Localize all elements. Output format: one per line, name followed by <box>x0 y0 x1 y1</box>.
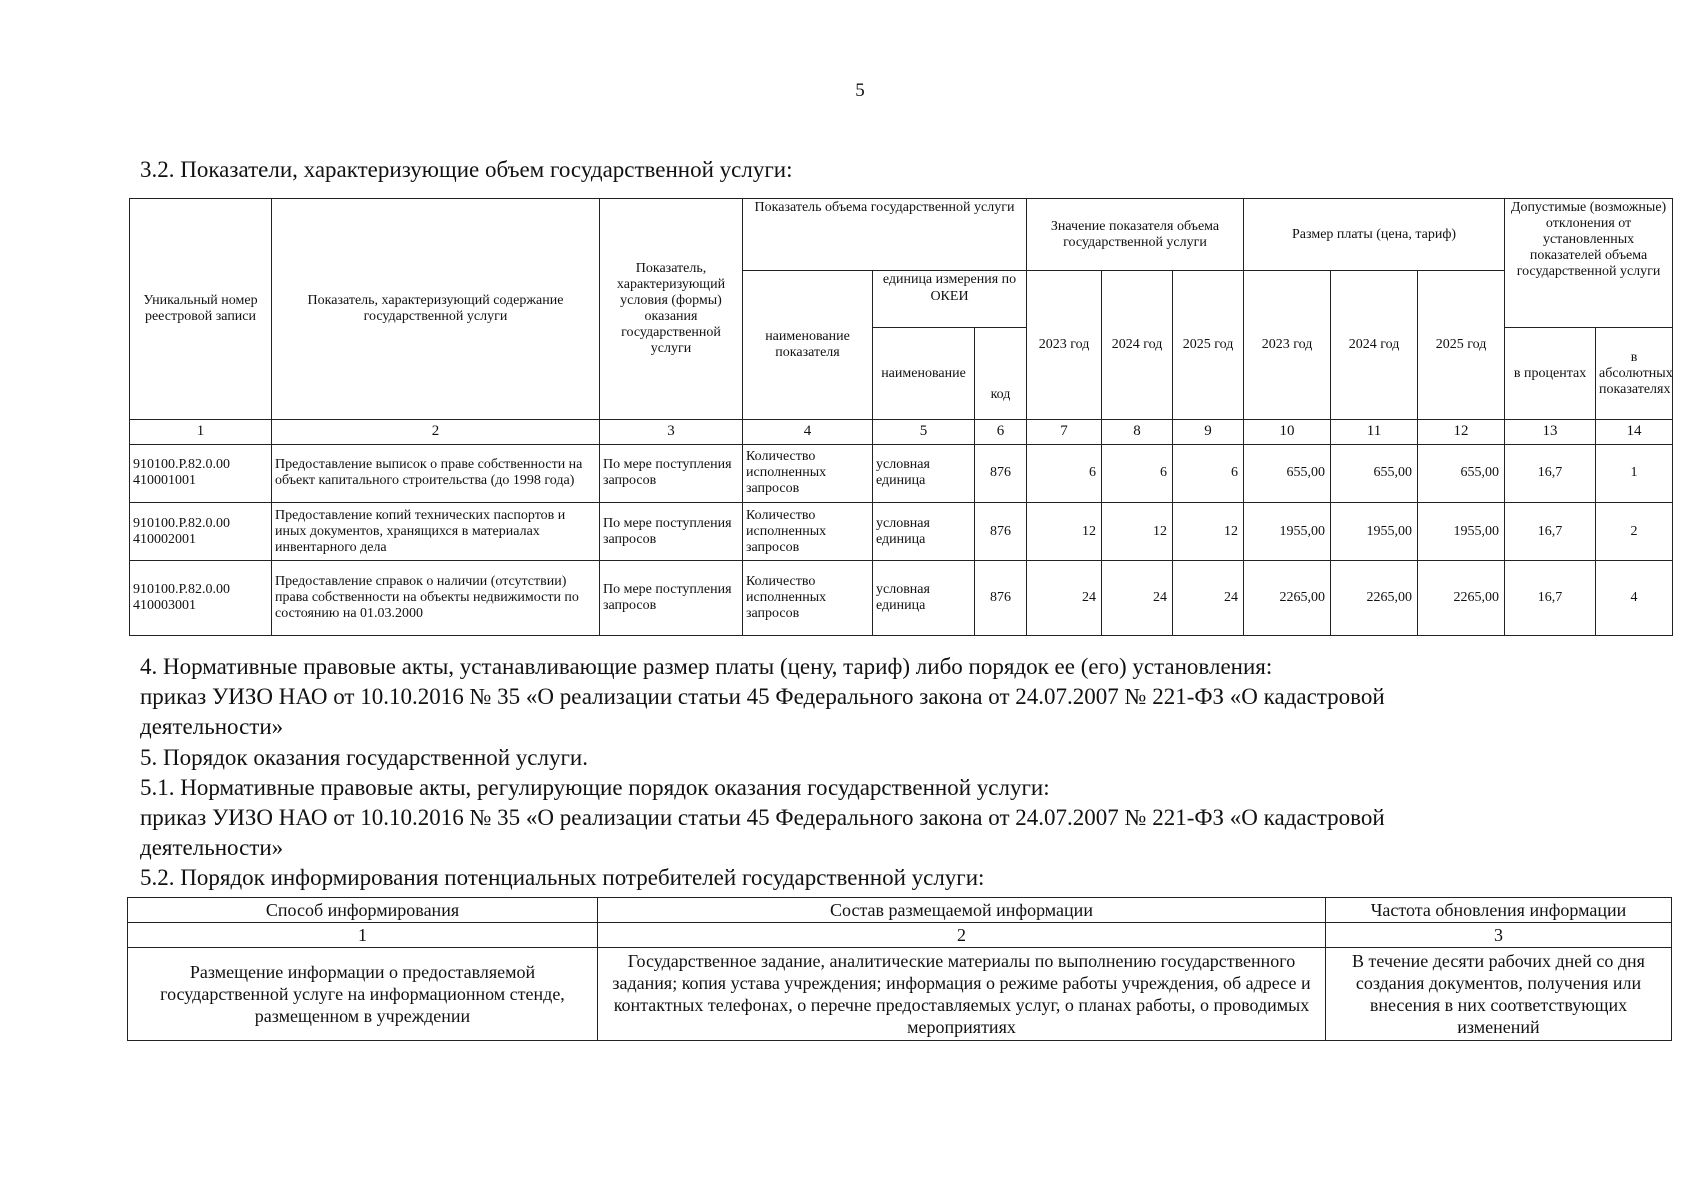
unit-name: условная единица <box>873 503 975 561</box>
column-number: 5 <box>873 420 975 444</box>
column-number: 1 <box>130 420 272 444</box>
header-fee: Размер платы (цена, тариф) <box>1244 199 1505 271</box>
value-2024: 6 <box>1102 444 1173 502</box>
section-4 <box>140 652 1385 742</box>
deviation-absolute: 1 <box>1596 444 1673 502</box>
header-in-absolute: в абсолютных показателях <box>1596 327 1673 420</box>
fee-2024: 2265,00 <box>1331 561 1418 636</box>
column-number: 10 <box>1244 420 1331 444</box>
informing-content: Государственное задание, аналитические материалы по выполнению государственного задания; копия устава учреждения; информация о режиме работы учреждения, об адресе и контактных телефонах, о перечне предоставляемых услуг, о планах работы, о проводимых мероприятиях <box>598 948 1326 1041</box>
section-5 <box>140 743 588 773</box>
deviation-percent: 16,7 <box>1505 503 1596 561</box>
deviation-percent: 16,7 <box>1505 561 1596 636</box>
registry-number: 910100.Р.82.0.00 410002001 <box>130 503 272 561</box>
page-number: 5 <box>855 80 865 101</box>
indicator-name: Количество исполненных запросов <box>743 561 873 636</box>
value-2023: 12 <box>1027 503 1102 561</box>
value-2023: 6 <box>1027 444 1102 502</box>
header-conditions-indicator: Показатель, характеризующий условия (формы) оказания государственной услуги <box>600 199 743 420</box>
fee-2024: 1955,00 <box>1331 503 1418 561</box>
section-5-1-act-line: приказ УИЗО НАО от 10.10.2016 № 35 «О реализации статьи 45 Федерального закона от 24.07.2007 № 221-ФЗ «О кадастровой <box>140 805 1385 830</box>
service-conditions: По мере поступления запросов <box>600 561 743 636</box>
indicator-name: Количество исполненных запросов <box>743 503 873 561</box>
section-4-title: 4. Нормативные правовые акты, устанавливающие размер платы (цену, тариф) либо порядок ее (его) установления: <box>140 654 1273 679</box>
deviation-absolute: 2 <box>1596 503 1673 561</box>
service-conditions: По мере поступления запросов <box>600 444 743 502</box>
value-2025: 24 <box>1173 561 1244 636</box>
fee-2025: 655,00 <box>1418 444 1505 502</box>
value-2024: 12 <box>1102 503 1173 561</box>
header-value-2023: 2023 год <box>1027 271 1102 420</box>
unit-code: 876 <box>975 503 1027 561</box>
column-number: 2 <box>598 923 1326 948</box>
column-number: 7 <box>1027 420 1102 444</box>
informing-method: Размещение информации о предоставляемой государственной услуге на информационном стенде, размещенном в учреждении <box>128 948 598 1041</box>
service-content: Предоставление выписок о праве собственности на объект капитального строительства (до 1998 года) <box>272 444 600 502</box>
section-5-1-act-line: деятельности» <box>140 835 284 860</box>
header-frequency: Частота обновления информации <box>1326 898 1672 923</box>
value-2025: 12 <box>1173 503 1244 561</box>
column-number: 13 <box>1505 420 1596 444</box>
header-content: Состав размещаемой информации <box>598 898 1326 923</box>
table-row <box>130 444 1673 502</box>
section-4-act-line: приказ УИЗО НАО от 10.10.2016 № 35 «О реализации статьи 45 Федерального закона от 24.07.2007 № 221-ФЗ «О кадастровой <box>140 684 1385 709</box>
column-number: 14 <box>1596 420 1673 444</box>
section-5-1-title: 5.1. Нормативные правовые акты, регулирующие порядок оказания государственной услуги: <box>140 775 1050 800</box>
service-content: Предоставление справок о наличии (отсутствии) права собственности на объекты недвижимости по состоянию на 01.03.2000 <box>272 561 600 636</box>
section-5-title: 5. Порядок оказания государственной услуги. <box>140 745 588 770</box>
header-content-indicator: Показатель, характеризующий содержание государственной услуги <box>272 199 600 420</box>
section-3-2-title: 3.2. Показатели, характеризующие объем государственной услуги: <box>140 157 793 182</box>
header-volume-value: Значение показателя объема государственной услуги <box>1027 199 1244 271</box>
column-number: 3 <box>1326 923 1672 948</box>
column-number: 1 <box>128 923 598 948</box>
volume-indicators-table <box>129 198 1673 636</box>
value-2024: 24 <box>1102 561 1173 636</box>
column-number: 9 <box>1173 420 1244 444</box>
indicator-name: Количество исполненных запросов <box>743 444 873 502</box>
header-fee-2023: 2023 год <box>1244 271 1331 420</box>
header-indicator-name: наименование показателя <box>743 271 873 420</box>
header-okei-unit: единица измерения по ОКЕИ <box>873 271 1027 327</box>
fee-2025: 1955,00 <box>1418 503 1505 561</box>
column-number: 11 <box>1331 420 1418 444</box>
service-conditions: По мере поступления запросов <box>600 503 743 561</box>
table-row <box>130 561 1673 636</box>
column-number: 2 <box>272 420 600 444</box>
header-unit-name: наименование <box>873 327 975 420</box>
informing-frequency: В течение десяти рабочих дней со дня создания документов, получения или внесения в них соответствующих изменений <box>1326 948 1672 1041</box>
unit-name: условная единица <box>873 444 975 502</box>
column-number: 3 <box>600 420 743 444</box>
header-value-2025: 2025 год <box>1173 271 1244 420</box>
unit-code: 876 <box>975 561 1027 636</box>
header-in-percent: в процентах <box>1505 327 1596 420</box>
column-number: 12 <box>1418 420 1505 444</box>
column-number: 8 <box>1102 420 1173 444</box>
fee-2025: 2265,00 <box>1418 561 1505 636</box>
header-deviations: Допустимые (возможные) отклонения от установленных показателей объема государственной услуги <box>1505 199 1673 328</box>
header-unit-code: код <box>975 327 1027 420</box>
informing-table <box>127 897 1672 1041</box>
header-fee-2024: 2024 год <box>1331 271 1418 420</box>
header-unique-number: Уникальный номер реестровой записи <box>130 199 272 420</box>
value-2023: 24 <box>1027 561 1102 636</box>
column-number: 4 <box>743 420 873 444</box>
unit-name: условная единица <box>873 561 975 636</box>
fee-2023: 655,00 <box>1244 444 1331 502</box>
table-row <box>128 948 1672 1041</box>
section-5-2-title: 5.2. Порядок информирования потенциальных потребителей государственной услуги: <box>140 865 985 890</box>
service-content: Предоставление копий технических паспортов и иных документов, хранящихся в материалах инвентарного дела <box>272 503 600 561</box>
fee-2023: 1955,00 <box>1244 503 1331 561</box>
deviation-percent: 16,7 <box>1505 444 1596 502</box>
header-volume-indicator: Показатель объема государственной услуги <box>743 199 1027 271</box>
section-4-act-line: деятельности» <box>140 714 284 739</box>
header-fee-2025: 2025 год <box>1418 271 1505 420</box>
header-method: Способ информирования <box>128 898 598 923</box>
deviation-absolute: 4 <box>1596 561 1673 636</box>
unit-code: 876 <box>975 444 1027 502</box>
registry-number: 910100.Р.82.0.00 410003001 <box>130 561 272 636</box>
table-row <box>130 503 1673 561</box>
value-2025: 6 <box>1173 444 1244 502</box>
column-number: 6 <box>975 420 1027 444</box>
fee-2024: 655,00 <box>1331 444 1418 502</box>
section-5-1 <box>140 773 1385 863</box>
fee-2023: 2265,00 <box>1244 561 1331 636</box>
registry-number: 910100.Р.82.0.00 410001001 <box>130 444 272 502</box>
header-value-2024: 2024 год <box>1102 271 1173 420</box>
